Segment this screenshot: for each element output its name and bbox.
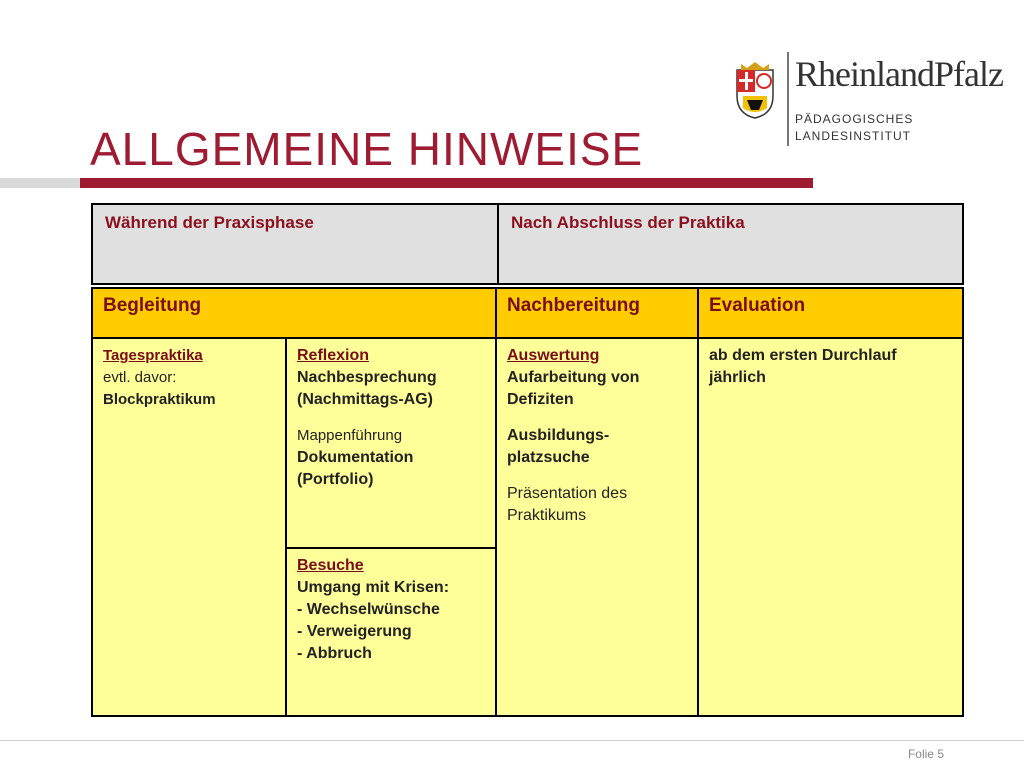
reflexion-line3: Dokumentation (Portfolio) xyxy=(297,449,414,488)
coat-of-arms-icon xyxy=(733,56,777,120)
cell-besuche xyxy=(286,548,496,716)
tagespraktika-heading: Tagespraktika xyxy=(103,347,203,364)
header-evaluation: Evaluation xyxy=(698,288,963,338)
besuche-heading: Besuche xyxy=(297,557,364,574)
besuche-line4: - Abbruch xyxy=(297,645,372,662)
table-header-row xyxy=(92,288,963,338)
reflexion-line2: Mappenführung xyxy=(297,427,403,444)
besuche-line1: Umgang mit Krisen: xyxy=(297,579,450,596)
page-title: ALLGEMEINE HINWEISE xyxy=(90,123,644,175)
besuche-line2: - Wechselwünsche xyxy=(297,601,440,618)
header-nachbereitung: Nachbereitung xyxy=(496,288,698,338)
tagespraktika-line2: Blockpraktikum xyxy=(103,391,216,408)
reflexion-line1: Nachbesprechung (Nachmittags-AG) xyxy=(297,369,437,408)
auswertung-line2: Ausbildungs-platzsuche xyxy=(507,427,610,466)
details-table xyxy=(91,287,964,717)
header-begleitung: Begleitung xyxy=(92,288,496,338)
footer-divider xyxy=(0,740,1024,741)
auswertung-line1: Aufarbeitung von Defiziten xyxy=(507,369,640,408)
cell-praxisphase: Während der Praxisphase xyxy=(92,204,498,284)
auswertung-heading: Auswertung xyxy=(507,347,600,364)
cell-evaluation xyxy=(698,338,963,716)
auswertung-line3: Präsentation des Praktikums xyxy=(507,485,628,524)
logo-divider xyxy=(787,52,789,146)
cell-auswertung xyxy=(496,338,698,716)
slide-number: Folie 5 xyxy=(907,747,944,761)
title-underline-gray xyxy=(0,178,80,188)
title-underline-red xyxy=(80,178,813,188)
cell-nach-abschluss: Nach Abschluss der Praktika xyxy=(498,204,963,284)
cell-tagespraktika xyxy=(92,338,286,716)
logo-subtitle-2: LANDESINSTITUT xyxy=(795,129,912,143)
reflexion-heading: Reflexion xyxy=(297,347,370,364)
phase-table xyxy=(91,203,964,285)
cell-reflexion xyxy=(286,338,496,548)
besuche-line3: - Verweigerung xyxy=(297,623,412,640)
rheinland-pfalz-logo xyxy=(733,50,1003,150)
table-row xyxy=(92,204,963,284)
logo-wordmark: RheinlandPfalz xyxy=(795,54,1003,94)
table-row xyxy=(92,338,963,548)
logo-subtitle-1: PÄDAGOGISCHES xyxy=(795,112,914,126)
evaluation-line1: ab dem ersten Durchlauf jährlich xyxy=(709,347,897,386)
tagespraktika-line1: evtl. davor: xyxy=(103,369,177,386)
